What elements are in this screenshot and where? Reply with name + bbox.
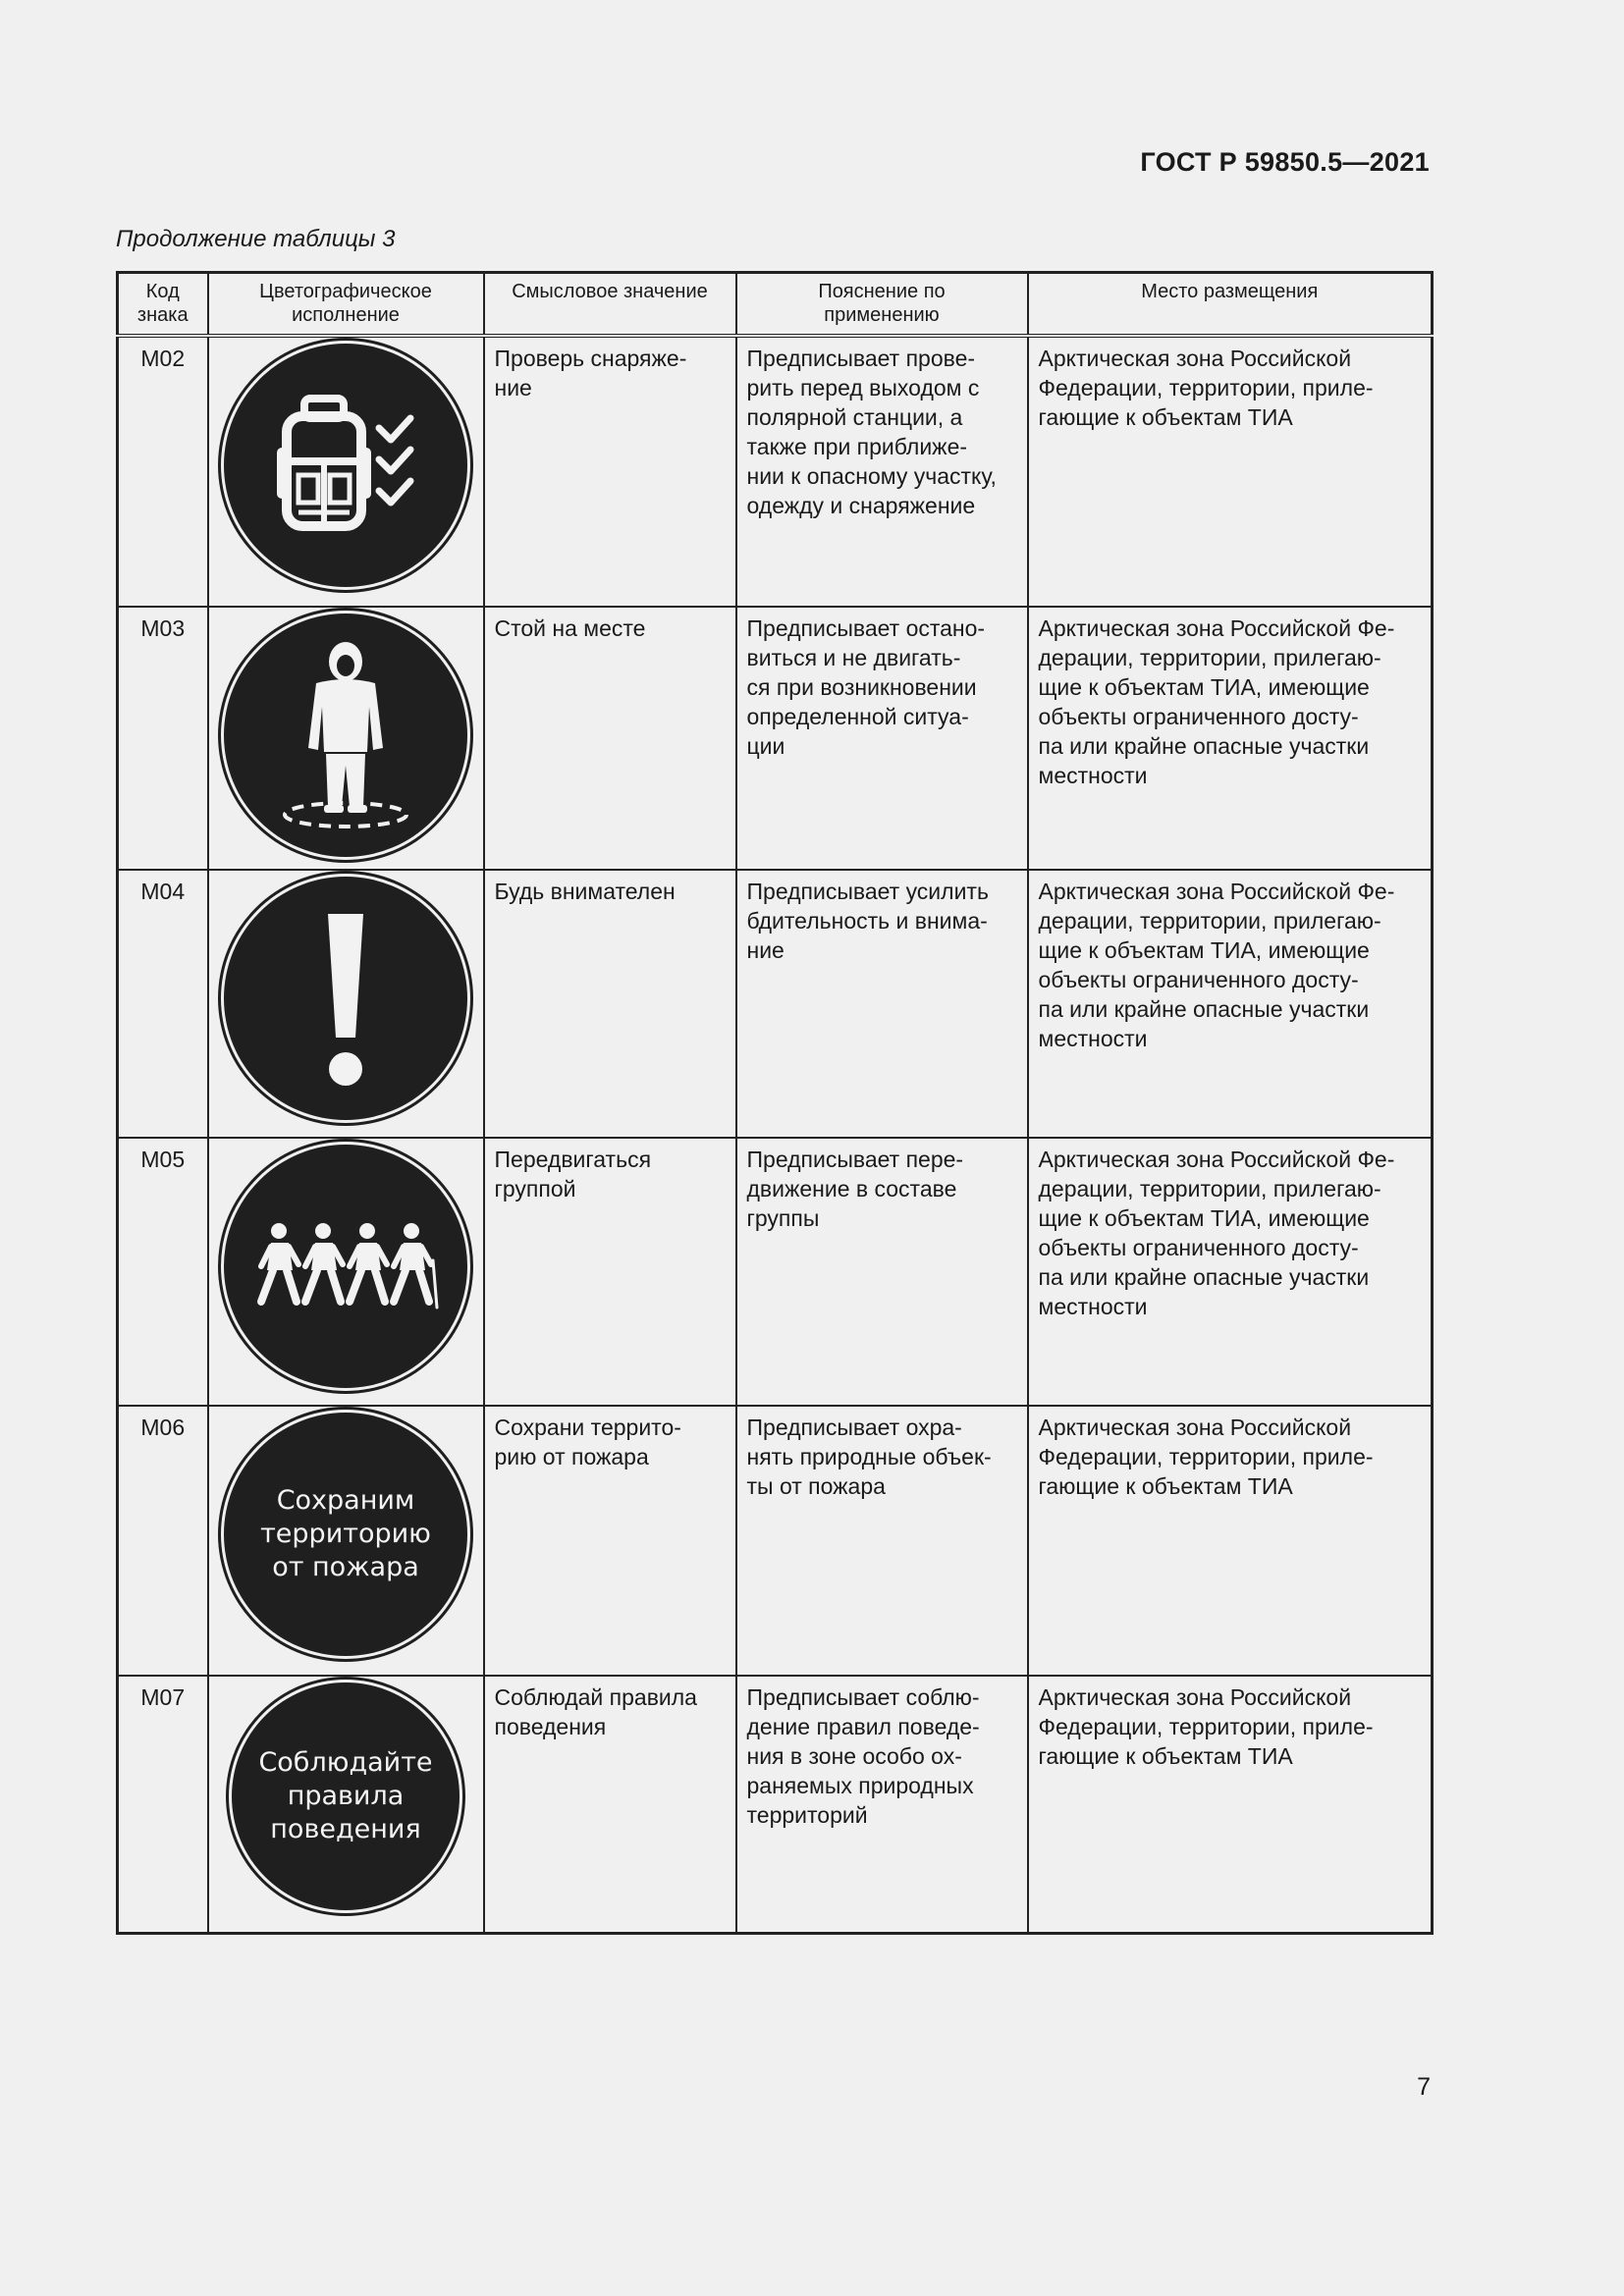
column-header-meaning: Смысловое значение [484,273,736,336]
sign-explanation: Предписывает прове- рить перед выходом с полярной станции, а также при приближе- нии к опасному участку, одежду и снаряжение [736,336,1028,607]
sign-code: М03 [118,607,208,870]
sign-code: М06 [118,1406,208,1676]
sign-meaning: Соблюдай правила поведения [484,1676,736,1934]
table-header-row [118,273,1433,336]
sign-placement: Арктическая зона Российской Фе- дерации, территории, прилегаю- щие к объектам ТИА, имеющие объекты ограниченного досту- па или крайне опасные участки местности [1028,607,1433,870]
sign-code: М07 [118,1676,208,1934]
sign-explanation: Предписывает остано- виться и не двигать- ся при возникновении определенной ситуа- ции [736,607,1028,870]
signs-table [116,271,1434,1935]
column-header-explanation: Пояснение по применению [736,273,1028,336]
table-row [118,1138,1433,1406]
table-caption: Продолжение таблицы 3 [116,226,396,252]
document-code: ГОСТ Р 59850.5—2021 [1140,147,1430,177]
sign-code: М05 [118,1138,208,1406]
sign-graphic [208,336,484,607]
sign-explanation: Предписывает соблю- дение правил поведе- ния в зоне особо ох- раняемых природных территорий [736,1676,1028,1934]
sign-placement: Арктическая зона Российской Федерации, территории, приле- гающие к объектам ТИА [1028,1676,1433,1934]
sign-placement: Арктическая зона Российской Федерации, территории, приле- гающие к объектам ТИА [1028,1406,1433,1676]
exclamation-icon [224,877,467,1120]
sign-meaning: Будь внимателен [484,870,736,1138]
sign-explanation: Предписывает усилить бдительность и внима- ние [736,870,1028,1138]
behavior-rules-text-sign [232,1682,460,1910]
sign-placement: Арктическая зона Российской Фе- дерации, территории, прилегаю- щие к объектам ТИА, имеющие объекты ограниченного досту- па или крайне опасные участки местности [1028,1138,1433,1406]
table-row [118,607,1433,870]
sign-code: М02 [118,336,208,607]
sign-placement: Арктическая зона Российской Федерации, территории, приле- гающие к объектам ТИА [1028,336,1433,607]
sign-text: Соблюдайте правила поведения [258,1746,433,1844]
sign-explanation: Предписывает пере- движение в составе группы [736,1138,1028,1406]
backpack-checklist-icon [224,344,467,587]
sign-meaning: Передвигаться группой [484,1138,736,1406]
sign-meaning: Проверь снаряже- ние [484,336,736,607]
column-header-placement: Место размещения [1028,273,1433,336]
sign-graphic [208,607,484,870]
sign-code: М04 [118,870,208,1138]
page-number: 7 [1417,2073,1431,2101]
sign-explanation: Предписывает охра- нять природные объек- ты от пожара [736,1406,1028,1676]
standing-person-icon [224,614,467,857]
sign-graphic [208,1676,484,1934]
sign-meaning: Сохрани террито- рию от пожара [484,1406,736,1676]
sign-meaning: Стой на месте [484,607,736,870]
table-row [118,336,1433,607]
sign-graphic [208,1138,484,1406]
column-header-code: Код знака [118,273,208,336]
sign-placement: Арктическая зона Российской Фе- дерации, территории, прилегаю- щие к объектам ТИА, имеющие объекты ограниченного досту- па или крайне опасные участки местности [1028,870,1433,1138]
fire-prevention-text-sign [224,1413,467,1656]
sign-text: Сохраним территорию от пожара [260,1484,431,1582]
table-row [118,1406,1433,1676]
table-row [118,870,1433,1138]
column-header-graphic: Цветографическое исполнение [208,273,484,336]
group-walkers-icon [224,1145,467,1388]
sign-graphic [208,1406,484,1676]
sign-graphic [208,870,484,1138]
table-row [118,1676,1433,1934]
